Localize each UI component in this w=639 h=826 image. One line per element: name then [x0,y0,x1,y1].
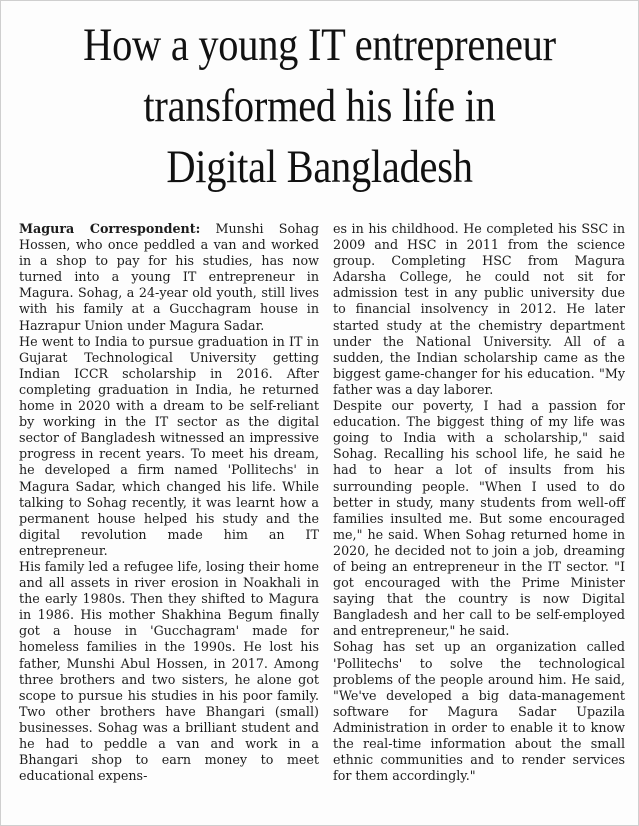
headline-line: How a young IT entrepreneur [83,19,556,71]
headline-line: Digital Bangladesh [166,141,473,193]
headline [46,1,594,198]
paragraph: Sohag has set up an organization called 'Pollitechs' to solve the technological problems of the people around him. He said, "We've developed a big data-management software for Magura Sadar Upazila Administration in order to enable it to know the real-time information about the small ethnic communities and to render services for them accordingly." [333,639,625,784]
paragraph: es in his childhood. He completed his SSC in 2009 and HSC in 2011 from the science group. Completing HSC from Magura Adarsha College, he could not sit for admission test in any public university due to financial insolvency in 2012. He later started study at the chemistry department under the National University. All of a sudden, the Indian scholarship came as the biggest game-changer for his education. "My father was a day laborer. [333,221,625,397]
headline-line: transformed his life in [143,80,496,132]
paragraph: Despite our poverty, I had a passion for education. The biggest thing of my life was going to India with a scholarship," said Sohag. Recalling his school life, he said he had to hear a lot of insults from his surrounding people. "When I used to do better in study, many students from well-off families insulted me. But some encouraged me," he said. When Sohag returned home in 2020, he decided not to join a job, dreaming of being an entrepreneur in the IT sector. "I got encouraged with the Prime Minister saying that the country is now Digital Bangladesh and her call to be self-employed and entrepreneur," he said. [333,398,625,639]
byline: Magura Correspondent: [19,221,201,236]
left-column [19,221,319,784]
paragraph: His family led a refugee life, losing their home and all assets in river erosion in Noakhali in the early 1980s. Then they shifted to Magura in 1986. His mother Shakhina Begum finally got a house in 'Gucchagram' made for homeless families in the 1990s. He lost his father, Munshi Abul Hossen, in 2017. Among three brothers and two sisters, he alone got scope to pursue his studies in his poor family. Two other brothers have Bhangari (small) businesses. Sohag was a brilliant student and he had to peddle a van and work in a Bhangari shop to earn money to meet educational expens- [19,558,319,784]
paragraph: He went to India to pursue graduation in IT in Gujarat Technological University getting Indian ICCR scholarship in 2016. After completing graduation in India, he returned home in 2020 with a dream to be self-reliant by working in the IT sector as the digital sector of Bangladesh witnessed an impressive progress in recent years. To meet his dream, he developed a firm named 'Pollitechs' in Magura Sadar, which changed his life. While talking to Sohag recently, it was learnt how a permanent house helped his study and the digital revolution made him an IT entrepreneur. [19,333,319,558]
right-column [333,221,625,784]
paragraph [19,221,319,334]
paragraph-text: Munshi Sohag Hossen, who once peddled a van and worked in a shop to pay for his studies, has now turned into a young IT entrepreneur in Magura. Sohag, a 24-year old youth, still lives with his family at a Gucchagram house in Hazrapur Union under Magura Sadar. [19,221,319,333]
